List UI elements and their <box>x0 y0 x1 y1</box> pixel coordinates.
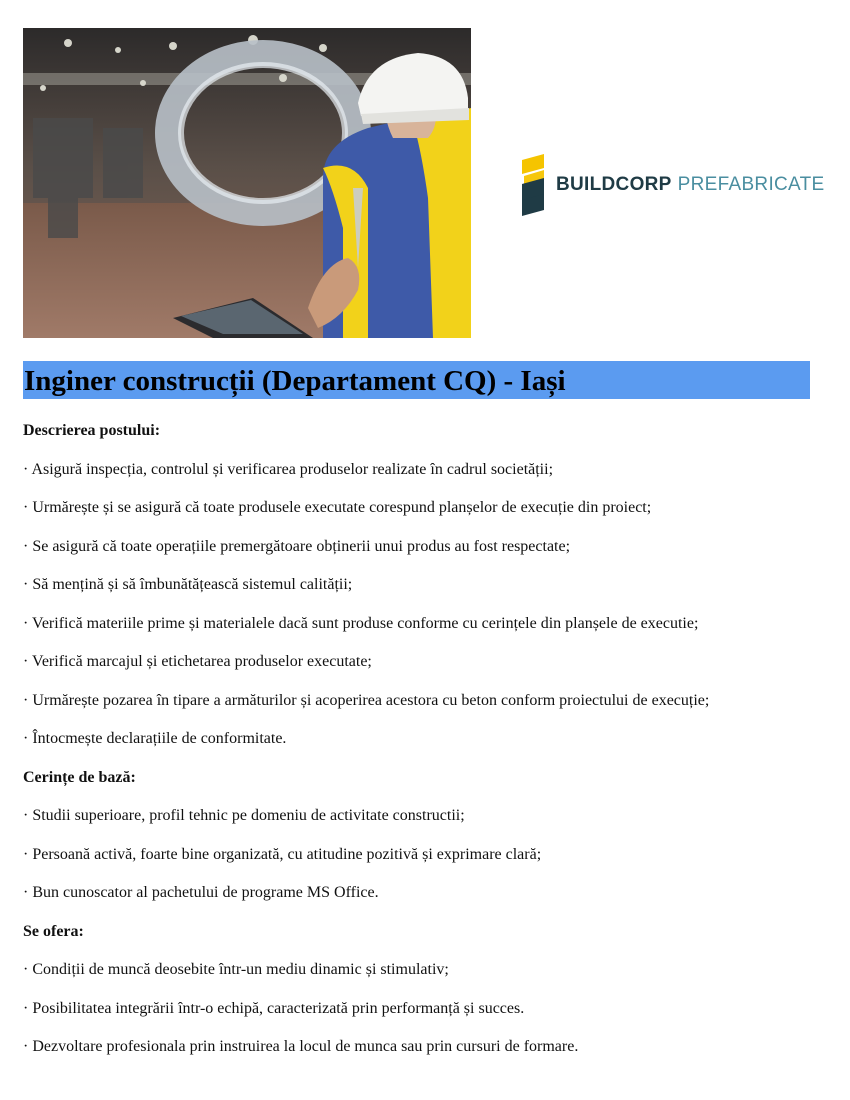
section-heading: Cerințe de bază: <box>23 768 136 786</box>
logo-brand-light: PREFABRICATE <box>677 174 825 195</box>
list-item: · Condiții de muncă deosebite într-un mediu dinamic și stimulativ; <box>23 961 449 978</box>
job-content <box>23 412 823 1067</box>
job-description-list <box>23 451 823 759</box>
list-item: · Întocmește declarațiile de conformitate. <box>23 730 287 747</box>
page-title: Inginer construcții (Departament CQ) - Iași <box>24 365 566 397</box>
list-item: · Verifică marcajul și etichetarea produselor executate; <box>23 653 372 670</box>
list-item: · Urmărește pozarea în tipare a armăturilor și acoperirea acestora cu beton conform proiectului de execuție; <box>23 691 710 709</box>
list-item: · Asigură inspecția, controlul și verificarea produselor realizate în cadrul societății; <box>23 460 554 478</box>
list-item: · Urmărește și se asigură că toate produsele executate corespund planșelor de execuție din proiect; <box>23 499 652 516</box>
list-item: · Verifică materiile prime și materialele dacă sunt produse conforme cu cerințele din planșele de executie; <box>23 614 699 632</box>
buildcorp-logo-icon <box>522 154 546 216</box>
section-job-description <box>23 412 823 759</box>
list-item: · Studii superioare, profil tehnic pe domeniu de activitate constructii; <box>23 807 465 824</box>
list-item: · Dezvoltare profesionala prin instruirea la locul de munca sau prin cursuri de formare. <box>23 1038 579 1055</box>
list-item: · Posibilitatea integrării într-o echipă, caracterizată prin performanță și succes. <box>23 999 525 1017</box>
header-photo <box>23 28 471 338</box>
section-offer <box>23 913 823 1067</box>
logo-wordmark <box>556 174 825 196</box>
title-bar <box>23 361 810 399</box>
section-requirements <box>23 759 823 913</box>
list-item: · Bun cunoscator al pachetului de programe MS Office. <box>23 884 379 901</box>
logo-brand-bold: BUILDCORP <box>556 174 672 195</box>
offer-list <box>23 951 823 1067</box>
list-item: · Să mențină și să îmbunătățească sistemul calității; <box>23 576 353 593</box>
requirements-list <box>23 797 823 913</box>
company-logo <box>522 154 825 216</box>
section-heading: Se ofera: <box>23 922 84 940</box>
list-item: · Persoană activă, foarte bine organizată, cu atitudine pozitivă și exprimare clară; <box>23 845 542 863</box>
list-item: · Se asigură că toate operațiile premergătoare obținerii unui produs au fost respectate; <box>23 537 571 555</box>
section-heading: Descrierea postului: <box>23 422 161 439</box>
